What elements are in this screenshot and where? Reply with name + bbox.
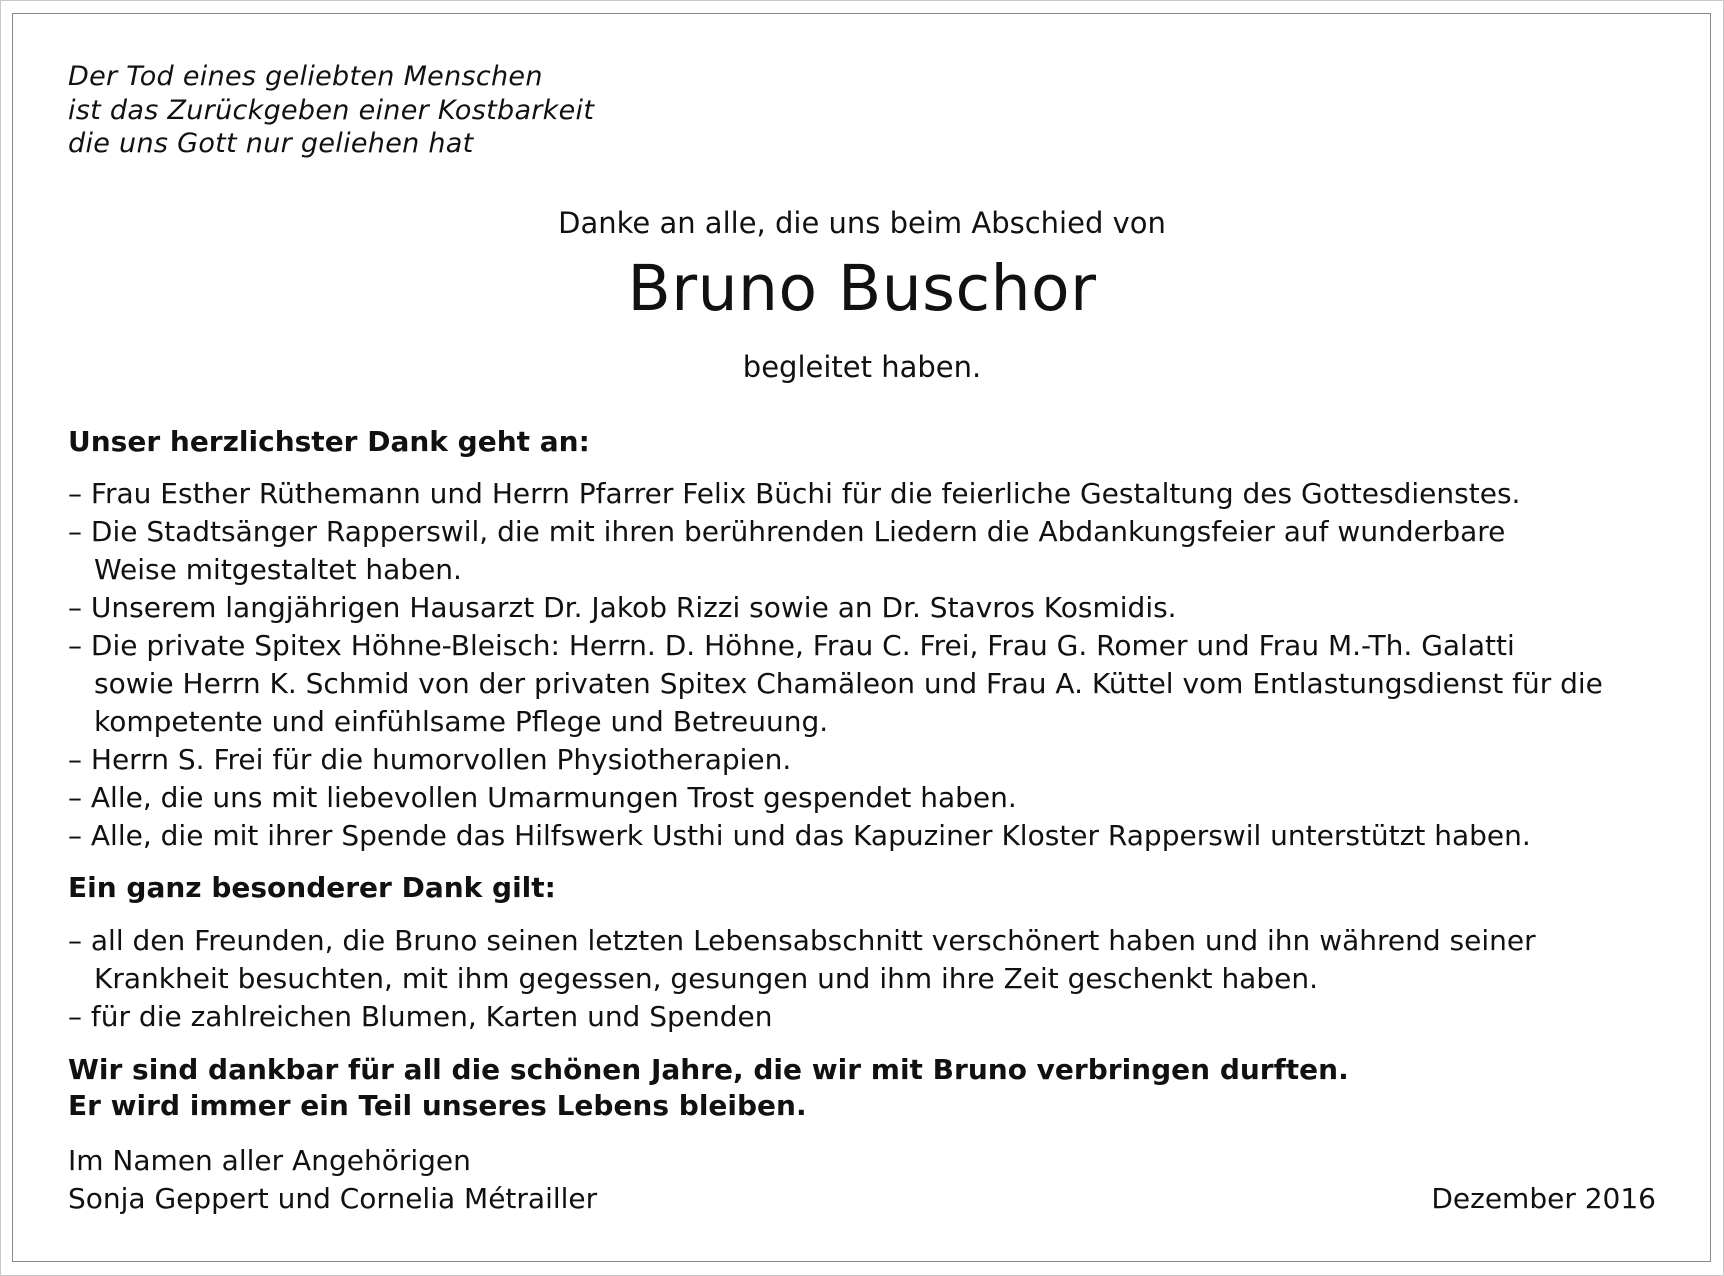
section-heading-thanks: Unser herzlichster Dank geht an: — [68, 425, 590, 458]
closing-line: Wir sind dankbar für all die schönen Jahre, die wir mit Bruno verbringen durften. — [68, 1053, 1349, 1086]
deceased-name: Bruno Buschor — [627, 252, 1097, 325]
closing-line: Er wird immer ein Teil unseres Lebens bleiben. — [68, 1089, 807, 1122]
thanks-line: Weise mitgestaltet haben. — [94, 553, 462, 586]
thanks-line: – Alle, die mit ihrer Spende das Hilfswerk Usthi und das Kapuziner Kloster Rapperswil unterstützt haben. — [68, 819, 1531, 852]
thanks-line: – Alle, die uns mit liebevollen Umarmungen Trost gespendet haben. — [68, 781, 1017, 814]
date-text: Dezember 2016 — [1431, 1182, 1656, 1215]
thanks-line: – Herrn S. Frei für die humorvollen Physiotherapien. — [68, 743, 792, 776]
thanks-line: – Frau Esther Rüthemann und Herrn Pfarrer Felix Büchi für die feierliche Gestaltung des Gottesdienstes. — [68, 477, 1521, 510]
thanks-line: kompetente und einfühlsame Pflege und Betreuung. — [94, 705, 829, 738]
thanks-line: – Die Stadtsänger Rapperswil, die mit ihren berührenden Liedern die Abdankungsfeier auf wunderbare — [68, 515, 1506, 548]
motto-line: ist das Zurückgeben einer Kostbarkeit — [68, 95, 595, 126]
signature-line: Im Namen aller Angehörigen — [68, 1144, 471, 1177]
motto-line: die uns Gott nur geliehen hat — [68, 128, 474, 159]
section-heading-special: Ein ganz besonderer Dank gilt: — [68, 871, 556, 904]
special-line: – all den Freunden, die Bruno seinen letzten Lebensabschnitt verschönert haben und ihn während seiner — [68, 924, 1536, 957]
intro-text: Danke an alle, die uns beim Abschied von — [558, 206, 1166, 240]
special-line: – für die zahlreichen Blumen, Karten und Spenden — [68, 1000, 773, 1033]
thanks-line: – Die private Spitex Höhne-Bleisch: Herrn. D. Höhne, Frau C. Frei, Frau G. Romer und Frau M.-Th. Galatti — [68, 629, 1515, 662]
thanks-line: sowie Herrn K. Schmid von der privaten Spitex Chamäleon und Frau A. Küttel vom Entlastungsdienst für die — [94, 667, 1603, 700]
special-line: Krankheit besuchten, mit ihm gegessen, gesungen und ihm ihre Zeit geschenkt haben. — [94, 962, 1318, 995]
thanks-line: – Unserem langjährigen Hausarzt Dr. Jakob Rizzi sowie an Dr. Stavros Kosmidis. — [68, 591, 1177, 624]
motto-line: Der Tod eines geliebten Menschen — [68, 61, 543, 92]
accompanied-text: begleitet haben. — [742, 350, 982, 384]
signature-names: Sonja Geppert und Cornelia Métrailler — [68, 1182, 598, 1215]
